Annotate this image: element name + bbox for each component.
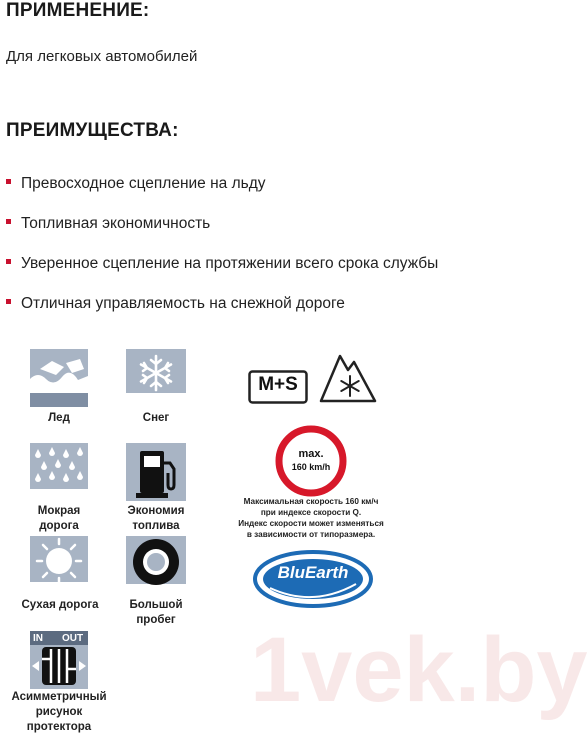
mileage-label: Большой пробег bbox=[129, 599, 183, 626]
bullet-icon bbox=[6, 219, 11, 224]
asymmetric-label: Асимметричный рисунок протектора bbox=[11, 691, 107, 733]
application-text: Для легковых автомобилей bbox=[6, 48, 198, 65]
application-title: ПРИМЕНЕНИЕ: bbox=[6, 0, 150, 21]
watermark: 1vek.by bbox=[250, 619, 588, 721]
asym-in-label: IN bbox=[33, 633, 43, 644]
snow-label: Снег bbox=[142, 412, 170, 424]
wet-road-label: Мокрая дорога bbox=[37, 505, 81, 532]
speed-limit-icon bbox=[276, 426, 346, 496]
speed-note: Максимальная скорость 160 км/ч при индексе скорости Q. Индекс скорости может изменяться в зависимости от типоразмера. bbox=[238, 497, 384, 539]
fuel-pump-icon bbox=[126, 443, 186, 501]
ice-icon bbox=[30, 349, 88, 407]
bullet-icon bbox=[6, 299, 11, 304]
advantages-title: ПРЕИМУЩЕСТВА: bbox=[6, 120, 179, 141]
rain-icon bbox=[30, 443, 88, 501]
bullet-icon bbox=[6, 179, 11, 184]
speed-value-label: 160 km/h bbox=[291, 462, 331, 472]
advantage-item: Отличная управляемость на снежной дороге bbox=[6, 295, 345, 313]
tire-icon bbox=[126, 536, 186, 594]
speed-max-label: max. bbox=[298, 448, 324, 460]
ms-badge-label: M+S bbox=[258, 374, 298, 395]
sun-icon bbox=[30, 536, 88, 594]
bluearth-logo-text: BluEarth bbox=[277, 563, 349, 582]
asym-out-label: OUT bbox=[62, 633, 84, 644]
dry-road-label: Сухая дорога bbox=[21, 599, 99, 611]
advantage-item: Топливная экономичность bbox=[6, 215, 210, 233]
snowflake-icon bbox=[126, 349, 186, 407]
fuel-label: Экономия топлива bbox=[127, 505, 185, 532]
bullet-icon bbox=[6, 259, 11, 264]
mountain-snowflake-icon bbox=[318, 348, 378, 404]
ice-label: Лед bbox=[48, 412, 70, 424]
advantage-item: Превосходное сцепление на льду bbox=[6, 175, 266, 193]
advantage-item: Уверенное сцепление на протяжении всего срока службы bbox=[6, 255, 438, 273]
